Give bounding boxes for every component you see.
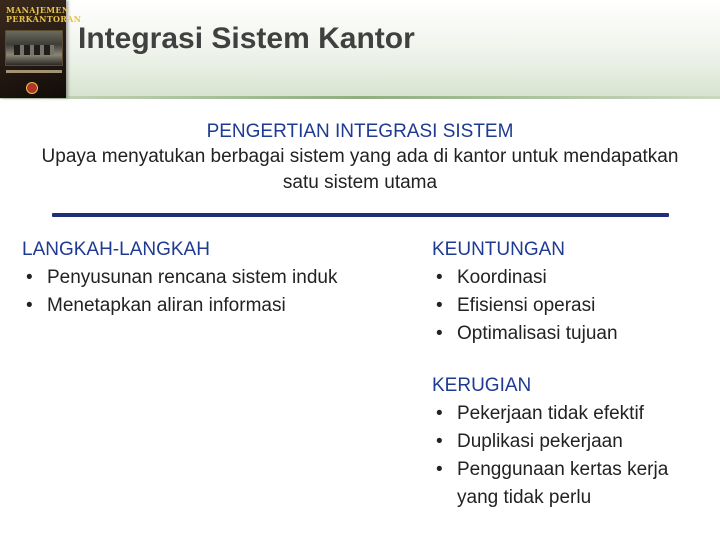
slide-title: Integrasi Sistem Kantor	[78, 22, 415, 55]
definition-block	[40, 120, 680, 196]
disadvantages-list-item: • Duplikasi pekerjaan	[432, 428, 714, 456]
disadvantages-list-item: • Pekerjaan tidak efektif	[432, 400, 714, 428]
steps-column	[22, 236, 342, 320]
definition-text: Upaya menyatukan berbagai sistem yang ada di kantor untuk mendapatkan satu sistem utama	[41, 146, 679, 193]
steps-list-item: • Menetapkan aliran informasi	[22, 292, 342, 320]
book-cover-image	[0, 0, 82, 98]
section-divider	[52, 213, 669, 217]
book-cover-author-line	[6, 70, 62, 73]
advantages-list-item: • Efisiensi operasi	[432, 292, 714, 320]
disadvantages-list-item: • Penggunaan kertas kerja yang tidak perlu	[432, 456, 714, 512]
pros-cons-column	[432, 236, 714, 512]
book-cover-seal-icon	[26, 82, 38, 94]
book-cover-title: MANAJEMEN PERKANTORAN	[6, 5, 82, 24]
section-spacer	[432, 348, 714, 372]
advantages-list-item: • Optimalisasi tujuan	[432, 320, 714, 348]
advantages-list	[432, 264, 714, 348]
advantages-heading: KEUNTUNGAN	[432, 239, 566, 260]
advantages-list-item: • Koordinasi	[432, 264, 714, 292]
disadvantages-list	[432, 400, 714, 512]
disadvantages-heading: KERUGIAN	[432, 375, 532, 396]
steps-list-item: • Penyusunan rencana sistem induk	[22, 264, 342, 292]
steps-list	[22, 264, 342, 320]
header-divider	[0, 96, 720, 99]
definition-heading: PENGERTIAN INTEGRASI SISTEM	[206, 121, 514, 142]
book-cover-photo	[5, 30, 63, 66]
steps-heading: LANGKAH-LANGKAH	[22, 239, 210, 260]
